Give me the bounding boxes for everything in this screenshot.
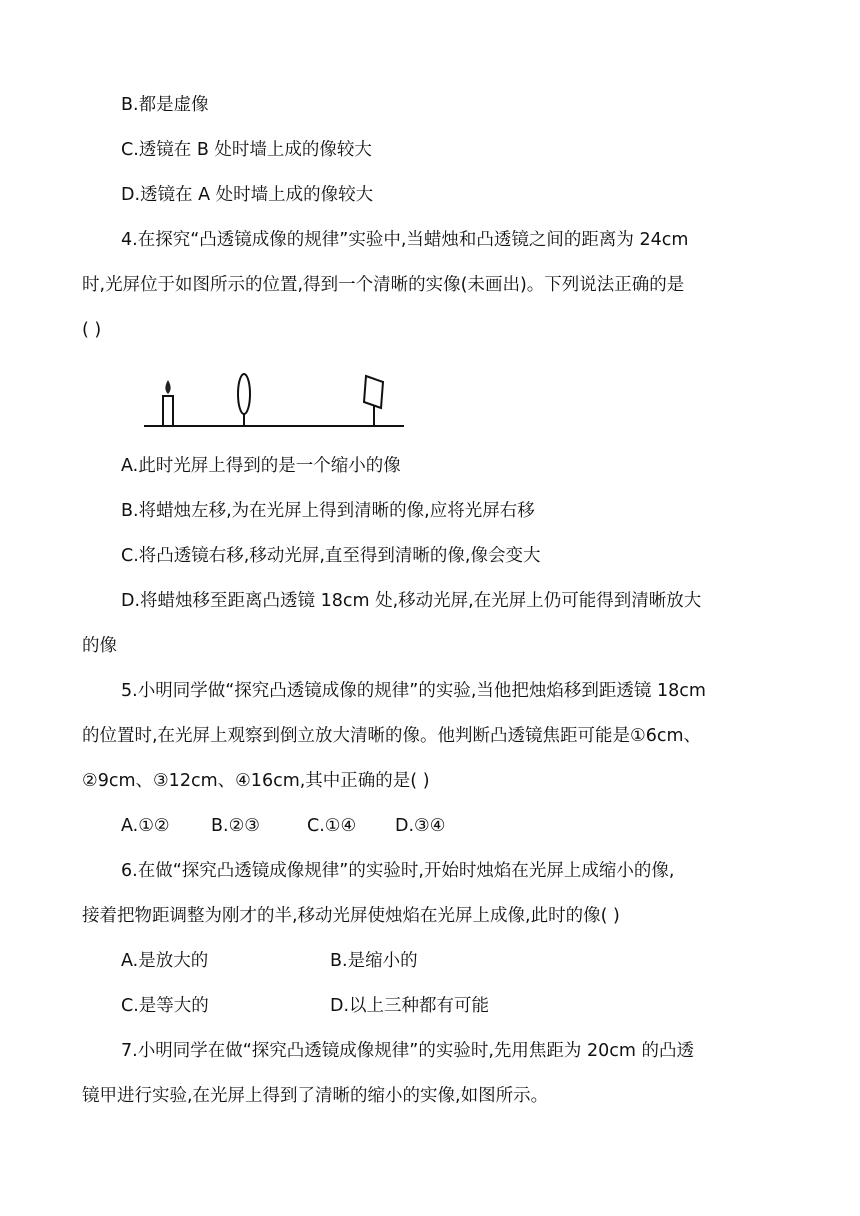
q6-option-c: C.是等大的 [121, 996, 209, 1016]
light-screen-icon [364, 376, 383, 426]
q6-stem-line-1: 6.在做“探究凸透镜成像规律”的实验时,开始时烛焰在光屏上成缩小的像, [121, 861, 675, 881]
q6-stem-line-2: 接着把物距调整为刚才的半,移动光屏使烛焰在光屏上成像,此时的像( ) [82, 906, 620, 926]
candle-icon [163, 380, 173, 426]
q5-stem-line-3: ②9cm、③12cm、④16cm,其中正确的是( ) [82, 771, 430, 791]
q4-stem-line-1: 4.在探究“凸透镜成像的规律”实验中,当蜡烛和凸透镜之间的距离为 24cm [121, 230, 689, 250]
q6-option-b: B.是缩小的 [330, 951, 418, 971]
q4-stem-line-2: 时,光屏位于如图所示的位置,得到一个清晰的实像(未画出)。下列说法正确的是 [82, 275, 685, 295]
optical-bench-figure [138, 372, 408, 432]
q7-stem-line-2: 镜甲进行实验,在光屏上得到了清晰的缩小的实像,如图所示。 [82, 1086, 549, 1106]
q3-option-c: C.透镜在 B 处时墙上成的像较大 [121, 140, 372, 160]
q3-option-d: D.透镜在 A 处时墙上成的像较大 [121, 185, 374, 205]
q7-stem-line-1: 7.小明同学在做“探究凸透镜成像规律”的实验时,先用焦距为 20cm 的凸透 [121, 1041, 694, 1061]
q4-stem-line-3: ( ) [82, 320, 102, 340]
q4-option-d-line-1: D.将蜡烛移至距离凸透镜 18cm 处,移动光屏,在光屏上仍可能得到清晰放大 [121, 591, 702, 611]
q4-option-b: B.将蜡烛左移,为在光屏上得到清晰的像,应将光屏右移 [121, 501, 535, 521]
q5-stem-line-2: 的位置时,在光屏上观察到倒立放大清晰的像。他判断凸透镜焦距可能是①6cm、 [82, 726, 702, 746]
q5-option-b: B.②③ [211, 816, 260, 836]
q4-option-c: C.将凸透镜右移,移动光屏,直至得到清晰的像,像会变大 [121, 546, 541, 566]
q3-option-b: B.都是虚像 [121, 95, 209, 115]
q5-stem-line-1: 5.小明同学做“探究凸透镜成像的规律”的实验,当他把烛焰移到距透镜 18cm [121, 681, 706, 701]
q4-option-a: A.此时光屏上得到的是一个缩小的像 [121, 456, 401, 476]
q4-option-d-line-2: 的像 [82, 636, 117, 656]
q5-option-c: C.①④ [307, 816, 357, 836]
q6-option-a: A.是放大的 [121, 951, 209, 971]
q5-option-d: D.③④ [395, 816, 446, 836]
q6-option-d: D.以上三种都有可能 [330, 996, 490, 1016]
convex-lens-icon [238, 374, 250, 426]
q5-option-a: A.①② [121, 816, 170, 836]
